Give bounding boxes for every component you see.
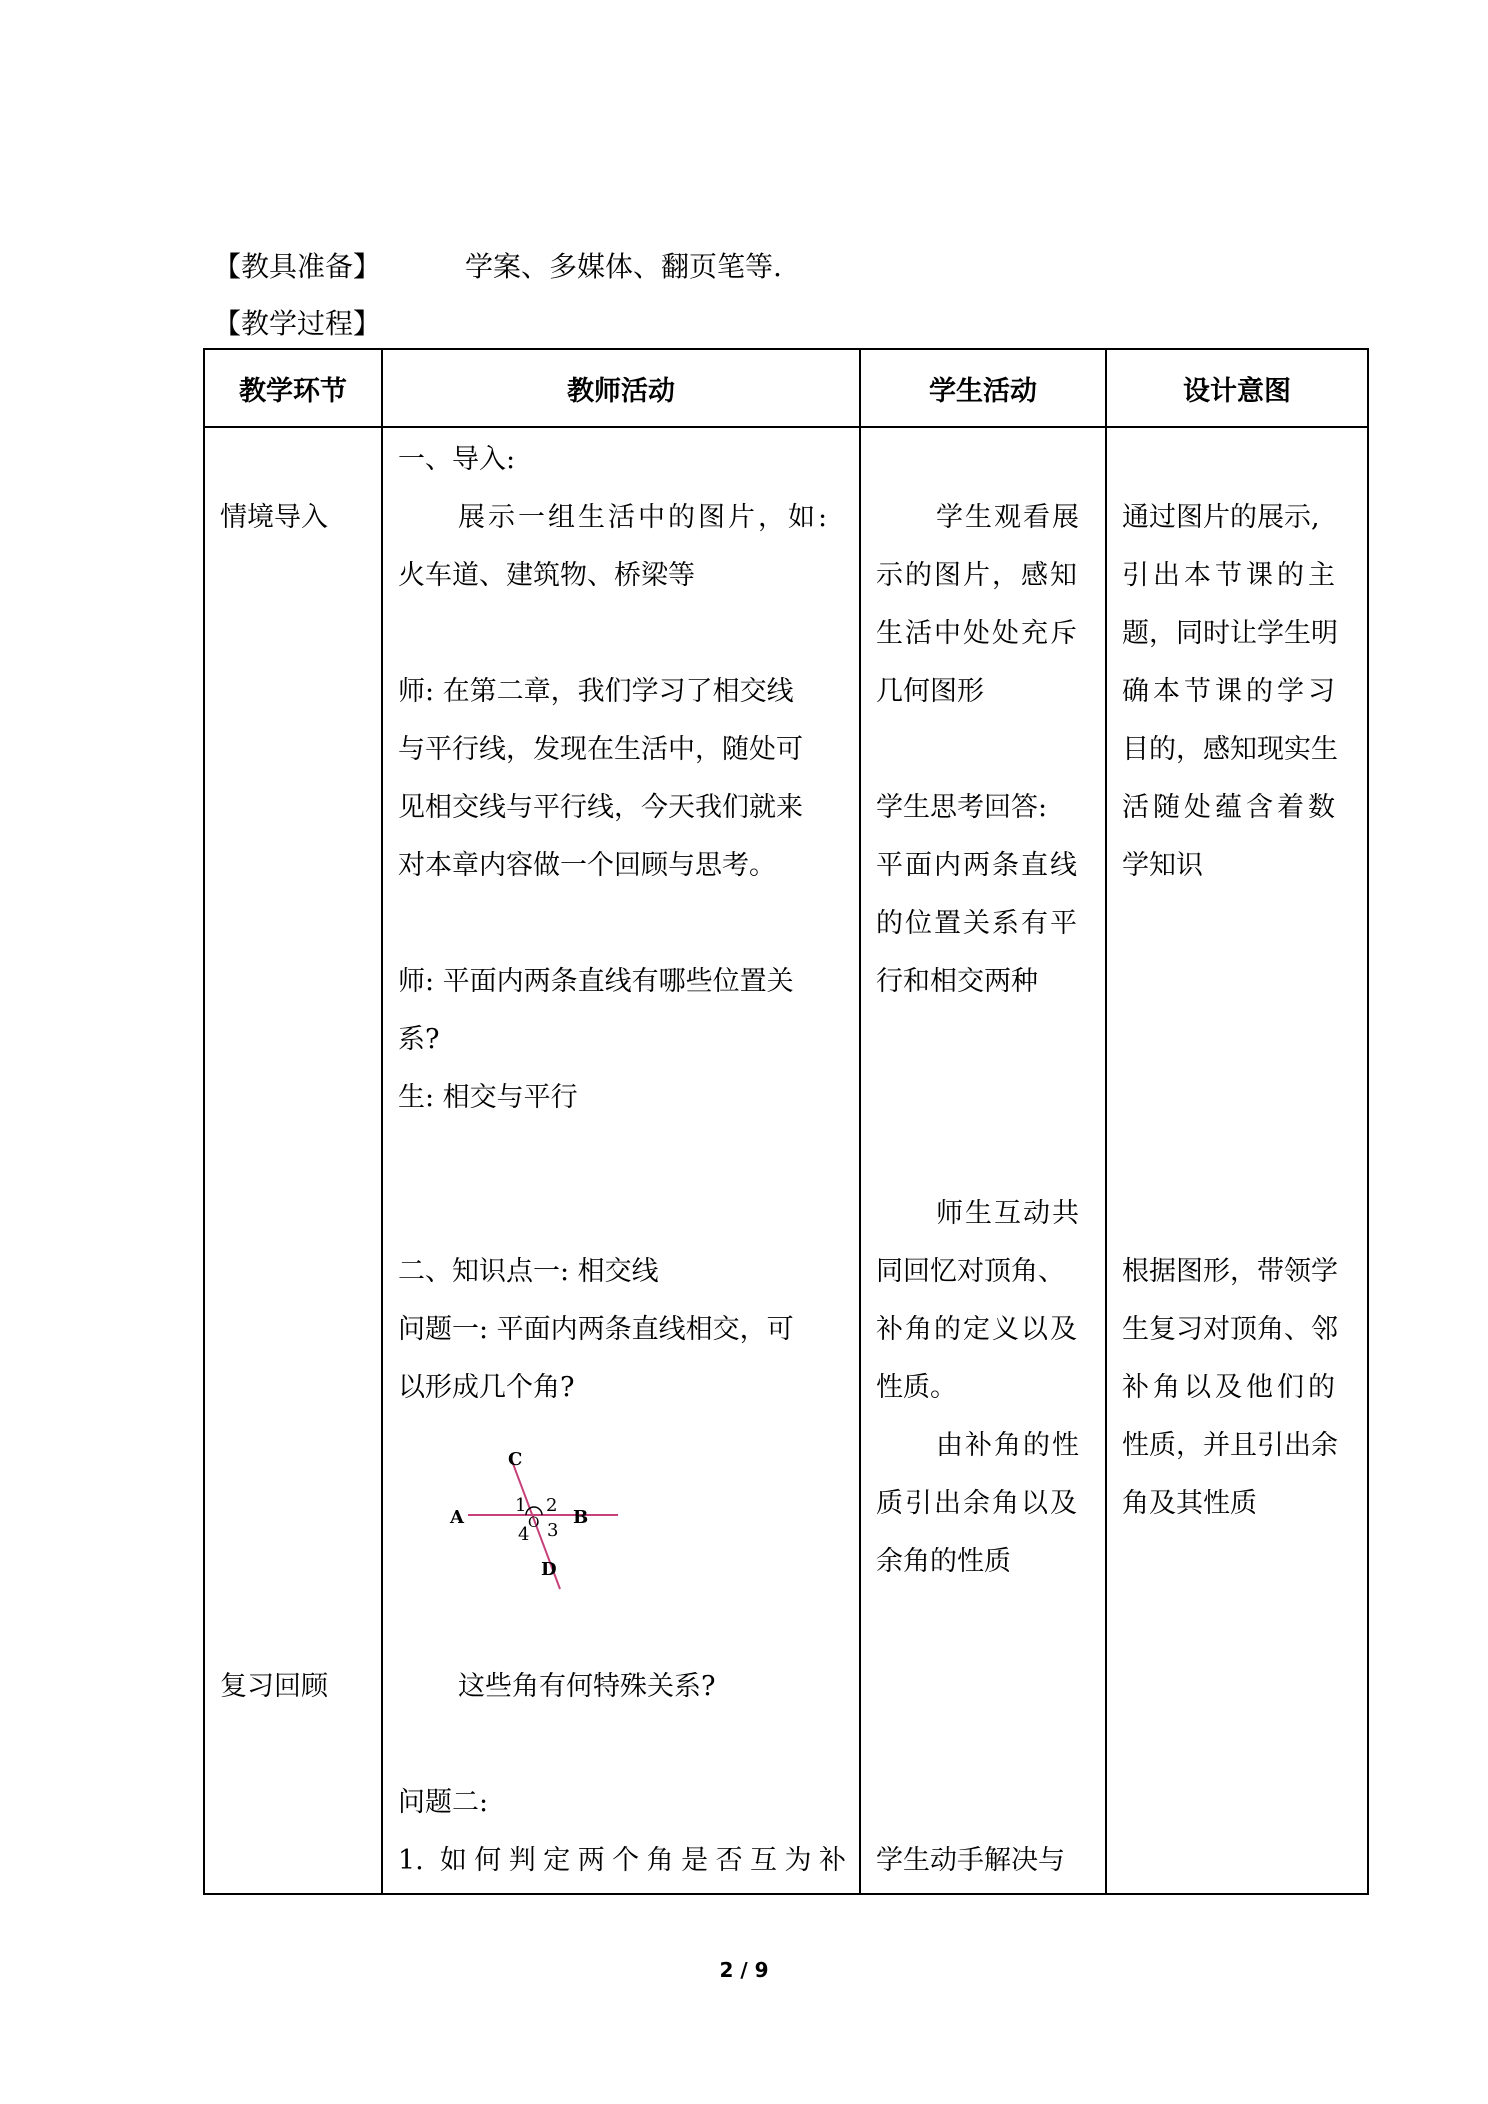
student-line: 行和相交两种 <box>876 966 1038 997</box>
stage-cell <box>204 427 382 1894</box>
header-stage: 教学环节 <box>204 349 382 427</box>
intent-line: 补角以及他们的 <box>1122 1372 1339 1403</box>
student-line: 生活中处处充斥 <box>876 618 1079 649</box>
student-line: 余角的性质 <box>876 1546 1011 1577</box>
student-line: 学生观看展 <box>936 502 1081 533</box>
label-angle-3: 3 <box>547 1520 559 1541</box>
intent-line: 确本节课的学习 <box>1122 676 1339 707</box>
label-angle-4: 4 <box>518 1524 530 1545</box>
label-angle-1: 1 <box>515 1495 527 1516</box>
lesson-plan-table <box>203 348 1369 1895</box>
stage-scenario-intro: 情境导入 <box>220 502 328 533</box>
teacher-line: 这些角有何特殊关系? <box>458 1671 716 1702</box>
label-b: B <box>573 1507 589 1528</box>
teacher-line: 与平行线，发现在生活中，随处可 <box>398 734 803 765</box>
header-student-activity: 学生活动 <box>860 349 1106 427</box>
intent-line: 角及其性质 <box>1122 1488 1257 1519</box>
label-o: O <box>528 1515 540 1531</box>
teacher-line: 问题二: <box>398 1787 489 1818</box>
teacher-activity-cell <box>382 427 860 1894</box>
teacher-line: 火车道、建筑物、桥梁等 <box>398 560 695 591</box>
teacher-line: 1. 如何判定两个角是否互为补 <box>398 1845 846 1876</box>
stage-review: 复习回顾 <box>220 1671 328 1702</box>
design-intent-cell <box>1106 427 1368 1894</box>
teaching-aids-text: 学案、多媒体、翻页笔等. <box>465 250 782 283</box>
teacher-line: 一、导入: <box>398 444 516 475</box>
student-line: 学生思考回答: <box>876 792 1048 823</box>
student-line: 的位置关系有平 <box>876 908 1079 939</box>
student-line: 师生互动共 <box>936 1198 1081 1229</box>
teacher-line: 以形成几个角? <box>398 1372 575 1403</box>
header-design-intent: 设计意图 <box>1106 349 1368 427</box>
teacher-line: 师: 平面内两条直线有哪些位置关 <box>398 966 794 997</box>
header-teacher-activity: 教师活动 <box>382 349 860 427</box>
student-line: 由补角的性 <box>936 1430 1081 1461</box>
student-line: 补角的定义以及 <box>876 1314 1079 1345</box>
teacher-line: 二、知识点一: 相交线 <box>398 1256 659 1287</box>
table-header-row <box>204 349 1368 427</box>
label-d: D <box>541 1559 557 1580</box>
intent-line: 题，同时让学生明 <box>1122 618 1338 649</box>
teaching-process-label: 【教学过程】 <box>213 307 382 340</box>
label-angle-2: 2 <box>546 1495 558 1516</box>
label-c: C <box>508 1449 523 1470</box>
intent-line: 引出本节课的主 <box>1122 560 1339 591</box>
angle-arc <box>526 1507 542 1515</box>
intent-line: 通过图片的展示, <box>1122 502 1320 533</box>
teacher-line: 生: 相交与平行 <box>398 1082 578 1113</box>
intent-line: 生复习对顶角、邻 <box>1122 1314 1338 1345</box>
intersecting-lines-figure <box>438 1443 618 1593</box>
student-line: 平面内两条直线 <box>876 850 1079 881</box>
student-line: 示的图片，感知 <box>876 560 1079 591</box>
table-row <box>204 427 1368 1894</box>
student-line: 学生动手解决与 <box>876 1845 1065 1876</box>
teacher-line: 对本章内容做一个回顾与思考。 <box>398 850 776 881</box>
teacher-line: 系? <box>398 1024 440 1055</box>
teacher-line: 见相交线与平行线，今天我们就来 <box>398 792 803 823</box>
intent-line: 性质，并且引出余 <box>1122 1430 1338 1461</box>
student-line: 几何图形 <box>876 676 984 707</box>
label-a: A <box>450 1507 464 1528</box>
intent-line: 目的，感知现实生 <box>1122 734 1338 765</box>
intent-line: 活随处蕴含着数 <box>1122 792 1339 823</box>
teaching-aids-label: 【教具准备】 <box>213 250 382 283</box>
teacher-line: 展示一组生活中的图片，如: <box>458 502 831 533</box>
intent-line: 根据图形，带领学 <box>1122 1256 1338 1287</box>
intent-line: 学知识 <box>1122 850 1203 881</box>
teacher-line: 问题一: 平面内两条直线相交，可 <box>398 1314 794 1345</box>
student-line: 性质。 <box>876 1372 957 1403</box>
teacher-line: 师: 在第二章，我们学习了相交线 <box>398 676 794 707</box>
student-activity-cell <box>860 427 1106 1894</box>
page-number: 2 / 9 <box>719 1958 769 1982</box>
student-line: 质引出余角以及 <box>876 1488 1079 1519</box>
student-line: 同回忆对顶角、 <box>876 1256 1065 1287</box>
